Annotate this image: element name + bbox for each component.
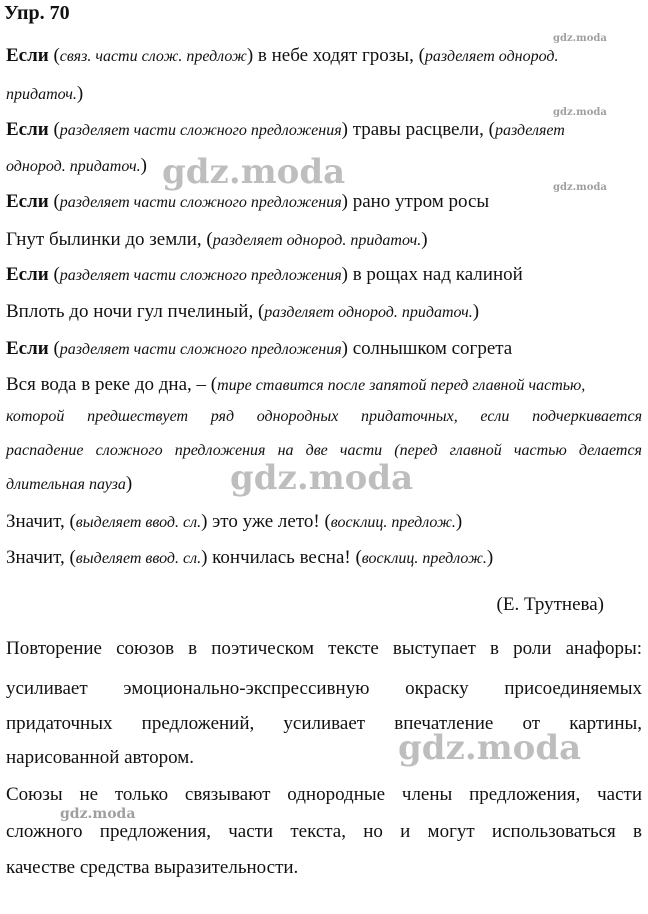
author-signature: (Е. Трутнева) — [496, 594, 604, 615]
text-line: Вся вода в реке до дна, – (тире ставится после запятой перед главной частью, — [6, 374, 586, 395]
text-line: распадение сложного предложения на две части (перед главной частью делается — [6, 442, 642, 459]
paragraph-line: Повторение союзов в поэтическом тексте выступает в роли анафоры: — [6, 638, 642, 659]
text-line: однород. придаточ.) — [6, 155, 147, 176]
text-line: которой предшествует ряд однородных придаточных, если подчеркивается — [6, 408, 642, 425]
paragraph-line: качестве средства выразительности. — [6, 857, 299, 878]
watermark: gdz.moda — [553, 33, 607, 44]
exercise-title: Упр. 70 — [4, 2, 70, 24]
text-line: длительная пауза) — [6, 473, 133, 494]
watermark: gdz.moda — [60, 806, 136, 822]
paragraph-line: Союзы не только связывают однородные члены предложения, части — [6, 784, 642, 805]
text-line: Если (разделяет части сложного предложения) рано утром росы — [6, 191, 490, 212]
text-line: Значит, (выделяет ввод. сл.) кончилась весна! (восклиц. предлож.) — [6, 547, 494, 568]
watermark: gdz.moda — [553, 107, 607, 118]
text-line: Вплоть до ночи гул пчелиный, (разделяет однород. придаточ.) — [6, 301, 480, 322]
text-line: Гнут былинки до земли, (разделяет однород. придаточ.) — [6, 229, 428, 250]
text-line: Значит, (выделяет ввод. сл.) это уже лето! (восклиц. предлож.) — [6, 511, 463, 532]
paragraph-line: усиливает эмоционально-экспрессивную окраску присоединяемых — [6, 678, 642, 699]
watermark: gdz.moda — [162, 152, 346, 192]
paragraph-line: сложного предложения, части текста, но и могут использоваться в — [6, 821, 642, 842]
watermark: gdz.moda — [553, 182, 607, 193]
watermark: gdz.moda — [230, 458, 414, 498]
paragraph-line: придаточных предложений, усиливает впечатление от картины, — [6, 713, 642, 734]
text-line: Если (разделяет части сложного предложения) в рощах над калиной — [6, 264, 523, 285]
text-line: придаточ.) — [6, 83, 84, 104]
text-line: Если (связ. части слож. предлож) в небе ходят грозы, (разделяет однород. — [6, 45, 559, 66]
watermark: gdz.moda — [398, 728, 582, 768]
text-line: Если (разделяет части сложного предложения) солнышком согрета — [6, 338, 513, 359]
paragraph-line: нарисованной автором. — [6, 747, 195, 768]
text-line: Если (разделяет части сложного предложения) травы расцвели, (разделяет — [6, 119, 565, 140]
